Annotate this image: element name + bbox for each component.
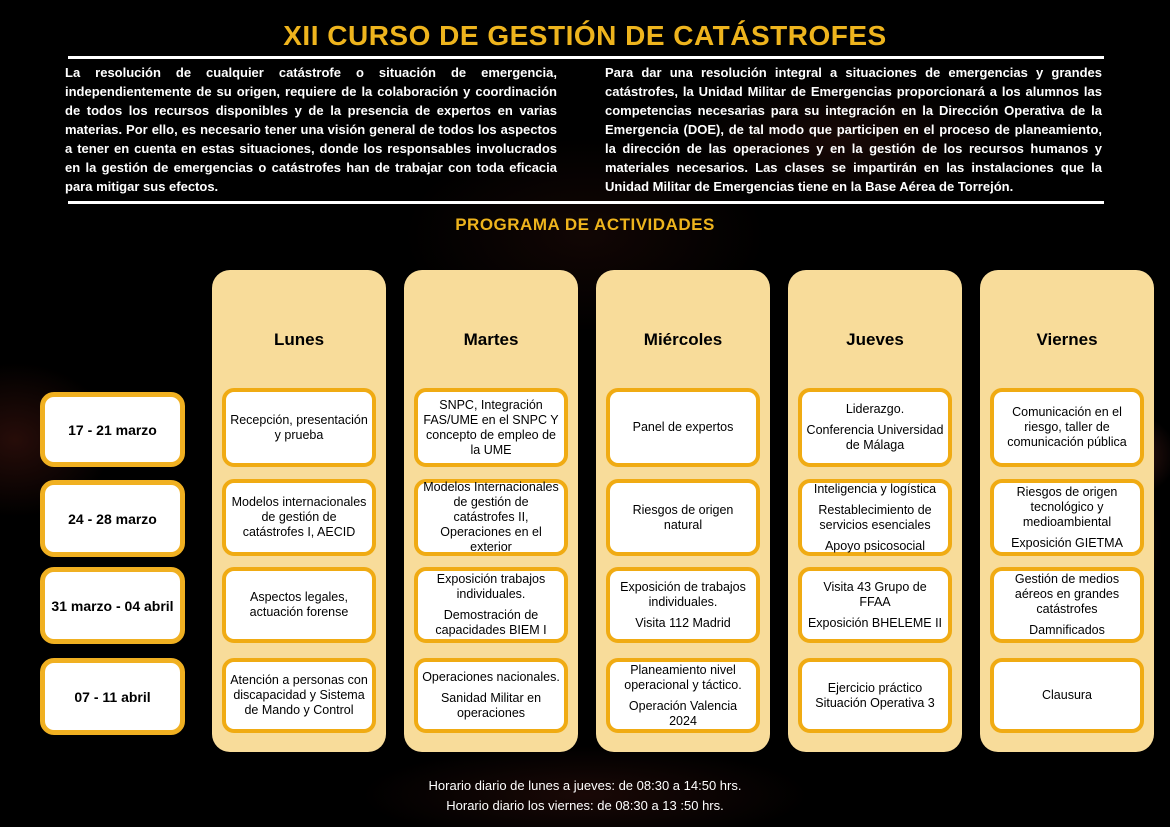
schedule-cell-line: Damnificados (1029, 623, 1105, 637)
week-date-box: 31 marzo - 04 abril (40, 567, 185, 644)
day-column-jueves (788, 270, 962, 752)
schedule-cell-martes-week2 (414, 479, 568, 556)
schedule-cell-viernes-week3 (990, 567, 1144, 643)
schedule-cell-line: Restablecimiento de servicios esenciales (818, 502, 932, 532)
schedule-cell-line: Visita 43 Grupo de FFAA (823, 579, 927, 609)
divider-middle (68, 201, 1104, 204)
schedule-cell-martes-week1 (414, 388, 568, 467)
schedule-cell-jueves-week4 (798, 658, 952, 733)
schedule-cell-line: Modelos internacionales de gestión de catástrofes I, AECID (231, 495, 367, 539)
schedule-cell-line: Exposición GIETMA (1011, 535, 1123, 550)
schedule-cell-line: Planeamiento nivel operacional y táctico. (624, 662, 742, 692)
schedule-cell-line: Riesgos de origen tecnológico y medioambiental (1016, 484, 1118, 529)
schedule-cell-line: Modelos Internacionales de gestión de catástrofes II, Operaciones en el exterior (423, 480, 559, 554)
intro-paragraph-left: La resolución de cualquier catástrofe o situación de emergencia, independientemente de su origen, requiere de la colaboración y coordinación de todos los recursos disponibles y de la presencia de expertos en varias materias. Por ello, es necesario tener una visión general de todos los aspectos a tener en cuenta en estas situaciones, donde los responsables involucrados en la gestión de emergencias o catástrofes han de trabajar con toda eficacia para mitigar sus efectos. (65, 65, 557, 194)
schedule-cell-line: SNPC, Integración FAS/UME en el SNPC Y concepto de empleo de la UME (423, 397, 559, 457)
schedule-cell-viernes-week2 (990, 479, 1144, 556)
page-title: XII CURSO DE GESTIÓN DE CATÁSTROFES (283, 20, 887, 51)
schedule-cell-miercoles-week2 (606, 479, 760, 556)
schedule-cell-line: Operaciones nacionales. (422, 670, 560, 684)
schedule-cell-line: Sanidad Militar en operaciones (440, 691, 542, 720)
schedule-cell-jueves-week2 (798, 479, 952, 556)
schedule-cell-lunes-week2 (222, 479, 376, 556)
schedule-cell-line: Aspectos legales, actuación forense (249, 590, 349, 619)
schedule-cell-martes-week4 (414, 658, 568, 733)
schedule-cell-line: Panel de expertos (632, 420, 734, 434)
schedule-cell-line: Atención a personas con discapacidad y Sistema de Mando y Control (230, 673, 368, 717)
footer-schedule (0, 776, 1170, 816)
schedule-cell-jueves-week3 (798, 567, 952, 643)
schedule-cell-martes-week3 (414, 567, 568, 643)
intro-paragraph-right: Para dar una resolución integral a situaciones de emergencias y grandes catástrofes, la Unidad Militar de Emergencias proporcionará a los alumnos las competencias necesarias para su integración en la Dirección Operativa de la Emergencia (DOE), de tal modo que participen en el proceso de planeamiento, la dirección de las operaciones y en la gestión de los recursos humanos y materiales necesarios. Las clases se impartirán en las instalaciones que la Unidad Militar de Emergencias tiene en la Base Aérea de Torrejón. (605, 65, 1102, 194)
schedule-cell-lunes-week3 (222, 567, 376, 643)
schedule-cell-line: Gestión de medios aéreos en grandes catástrofes (1014, 572, 1120, 616)
day-header-lunes: Lunes (273, 330, 325, 349)
schedule-cell-miercoles-week4 (606, 658, 760, 733)
schedule-cell-line: Operación Valencia 2024 (628, 698, 738, 728)
day-header-martes: Martes (463, 330, 519, 349)
footer-schedule-line1: Horario diario de lunes a jueves: de 08:30 a 14:50 hrs. (428, 778, 742, 793)
schedule-cell-line: Exposición BHELEME II (807, 615, 943, 630)
schedule-cell-line: Comunicación en el riesgo, taller de comunicación pública (1007, 405, 1127, 449)
day-header-viernes: Viernes (1036, 330, 1098, 349)
day-column-martes (404, 270, 578, 752)
schedule-cell-line: Exposición de trabajos individuales. (620, 579, 746, 609)
program-heading: PROGRAMA DE ACTIVIDADES (455, 215, 715, 234)
schedule-cell-viernes-week4 (990, 658, 1144, 733)
day-column-miercoles (596, 270, 770, 752)
schedule-cell-line: Exposición trabajos individuales. (436, 572, 546, 601)
schedule-cell-lunes-week4 (222, 658, 376, 733)
day-column-lunes (212, 270, 386, 752)
schedule-cell-line: Clausura (1041, 688, 1093, 702)
week-date-box: 17 - 21 marzo (40, 392, 185, 467)
schedule-cell-lunes-week1 (222, 388, 376, 467)
schedule-cell-line: Conferencia Universidad de Málaga (806, 423, 944, 452)
day-header-jueves: Jueves (846, 330, 904, 349)
divider-top (68, 56, 1104, 59)
schedule-cell-line: Visita 112 Madrid (635, 615, 731, 630)
schedule-cell-miercoles-week3 (606, 567, 760, 643)
schedule-cell-line: Inteligencia y logística (813, 481, 937, 496)
schedule-cell-line: Recepción, presentación y prueba (230, 412, 368, 442)
day-column-viernes (980, 270, 1154, 752)
week-date-box: 24 - 28 marzo (40, 480, 185, 557)
schedule-cell-viernes-week1 (990, 388, 1144, 467)
schedule-cell-line: Apoyo psicosocial (824, 538, 926, 553)
week-date-box: 07 - 11 abril (40, 658, 185, 735)
schedule-cell-miercoles-week1 (606, 388, 760, 467)
schedule-cell-line: Riesgos de origen natural (632, 502, 734, 532)
schedule-cell-line: Ejercicio práctico Situación Operativa 3 (815, 680, 935, 710)
day-header-miercoles: Miércoles (643, 330, 723, 349)
schedule-cell-jueves-week1 (798, 388, 952, 467)
schedule-cell-line: Demostración de capacidades BIEM I (435, 608, 547, 637)
footer-schedule-line2: Horario diario los viernes: de 08:30 a 13 :50 hrs. (446, 798, 724, 813)
schedule-cell-line: Liderazgo. (845, 402, 905, 416)
